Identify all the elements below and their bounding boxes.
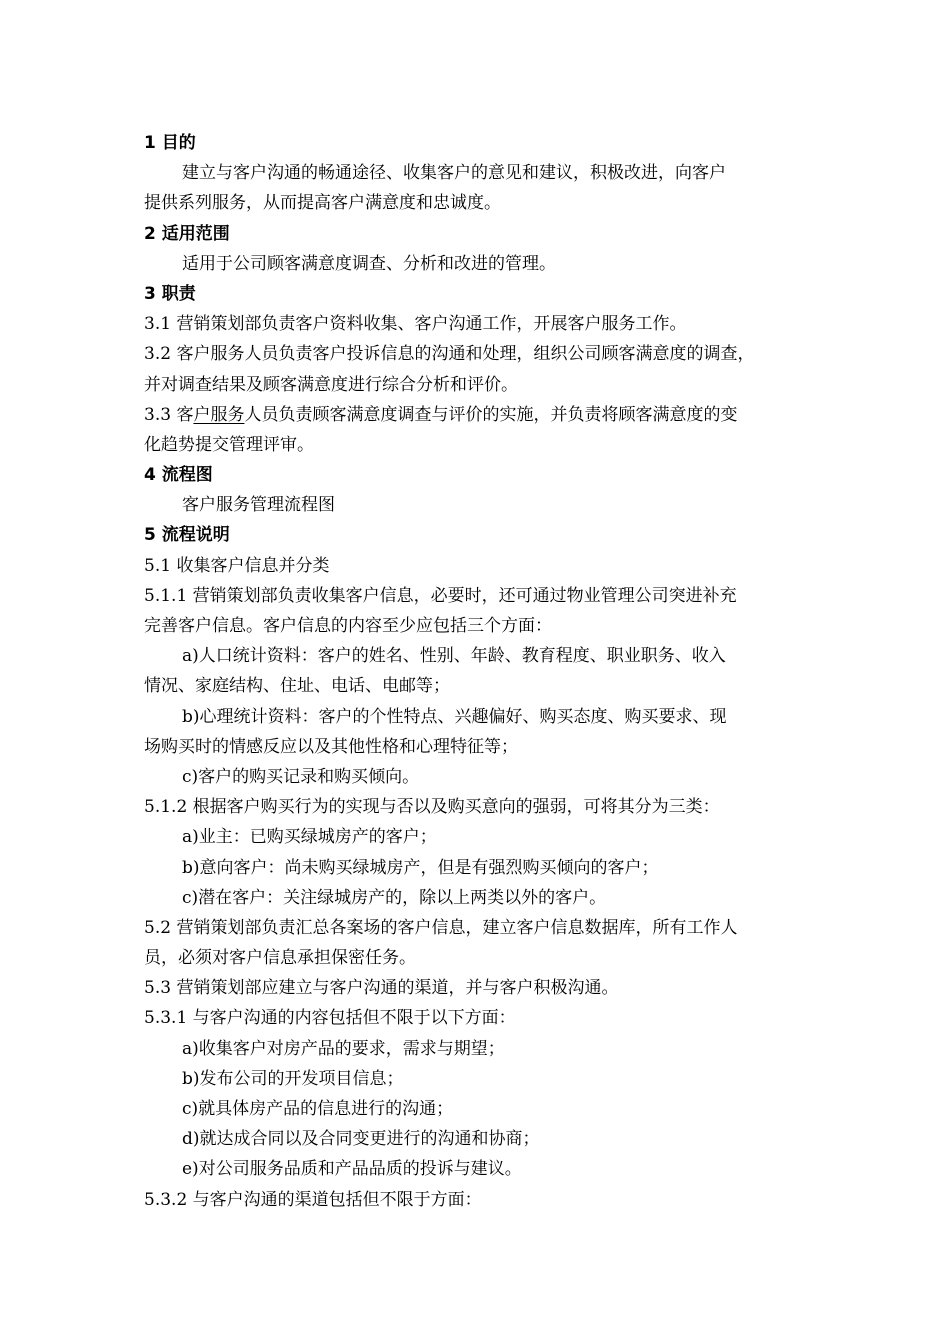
- document-body: [144, 128, 814, 1215]
- paragraph-line: 3.3 客户服务人员负责顾客满意度调查与评价的实施，并负责将顾客满意度的变: [144, 404, 738, 425]
- paragraph-line: 化趋势提交管理评审。: [144, 434, 314, 455]
- paragraph-line: 5.3.2 与客户沟通的渠道包括但不限于方面：: [144, 1189, 482, 1210]
- paragraph-line: 5.3.1 与客户沟通的内容包括但不限于以下方面：: [144, 1008, 516, 1029]
- paragraph-line: b)意向客户：尚未购买绿城房产，但是有强烈购买倾向的客户；: [182, 857, 659, 878]
- paragraph-line: 3.2 客户服务人员负责客户投诉信息的沟通和处理，组织公司顾客满意度的调查，: [144, 344, 755, 365]
- paragraph-line: 5.3 营销策划部应建立与客户沟通的渠道，并与客户积极沟通。: [144, 978, 619, 999]
- paragraph-line: 5.1.2 根据客户购买行为的实现与否以及购买意向的强弱，可将其分为三类：: [144, 797, 720, 818]
- section-heading: 2 适用范围: [144, 223, 230, 244]
- paragraph-line: 客户服务管理流程图: [182, 495, 335, 516]
- paragraph-line: 完善客户信息。客户信息的内容至少应包括三个方面：: [144, 616, 552, 636]
- section-heading: 3 职责: [144, 283, 196, 304]
- paragraph-line: 提供系列服务，从而提高客户满意度和忠诚度。: [144, 193, 501, 214]
- paragraph-line: 员，必须对客户信息承担保密任务。: [144, 948, 416, 969]
- paragraph-line: 5.2 营销策划部负责汇总各案场的客户信息，建立客户信息数据库，所有工作人: [144, 917, 738, 938]
- paragraph-line: c)客户的购买记录和购买倾向。: [182, 766, 420, 787]
- paragraph-line: b)心理统计资料：客户的个性特点、兴趣偏好、购买态度、购买要求、现: [182, 706, 727, 727]
- underlined-text: 户服务: [193, 404, 245, 425]
- paragraph-line: 5.1 收集客户信息并分类: [144, 555, 330, 576]
- paragraph-line: a)人口统计资料：客户的姓名、性别、年龄、教育程度、职业职务、收入: [182, 646, 726, 667]
- section-heading: 1 目的: [144, 133, 196, 153]
- paragraph-line: 场购买时的情感反应以及其他性格和心理特征等；: [144, 736, 518, 757]
- paragraph-line: 5.1.1 营销策划部负责收集客户信息，必要时，还可通过物业管理公司突进补充: [144, 585, 737, 606]
- paragraph-line: a)业主：已购买绿城房产的客户；: [182, 827, 437, 848]
- paragraph-line: b)发布公司的开发项目信息；: [182, 1068, 404, 1089]
- paragraph-line: 建立与客户沟通的畅通途径、收集客户的意见和建议，积极改进，向客户: [182, 163, 726, 184]
- section-heading: 5 流程说明: [144, 525, 230, 546]
- paragraph-line: e)对公司服务品质和产品品质的投诉与建议。: [182, 1159, 522, 1180]
- paragraph-line: d)就达成合同以及合同变更进行的沟通和协商；: [182, 1129, 540, 1150]
- paragraph-line: 情况、家庭结构、住址、电话、电邮等；: [144, 676, 450, 697]
- paragraph-line: a)收集客户对房产品的要求，需求与期望；: [182, 1038, 505, 1059]
- paragraph-line: 3.1 营销策划部负责客户资料收集、客户沟通工作，开展客户服务工作。: [144, 314, 687, 335]
- paragraph-line: 适用于公司顾客满意度调查、分析和改进的管理。: [182, 253, 556, 274]
- paragraph-line: c)潜在客户：关注绿城房产的，除以上两类以外的客户。: [182, 887, 607, 908]
- section-heading: 4 流程图: [144, 465, 213, 486]
- paragraph-line: c)就具体房产品的信息进行的沟通；: [182, 1099, 454, 1119]
- paragraph-line: 并对调查结果及顾客满意度进行综合分析和评价。: [144, 374, 518, 395]
